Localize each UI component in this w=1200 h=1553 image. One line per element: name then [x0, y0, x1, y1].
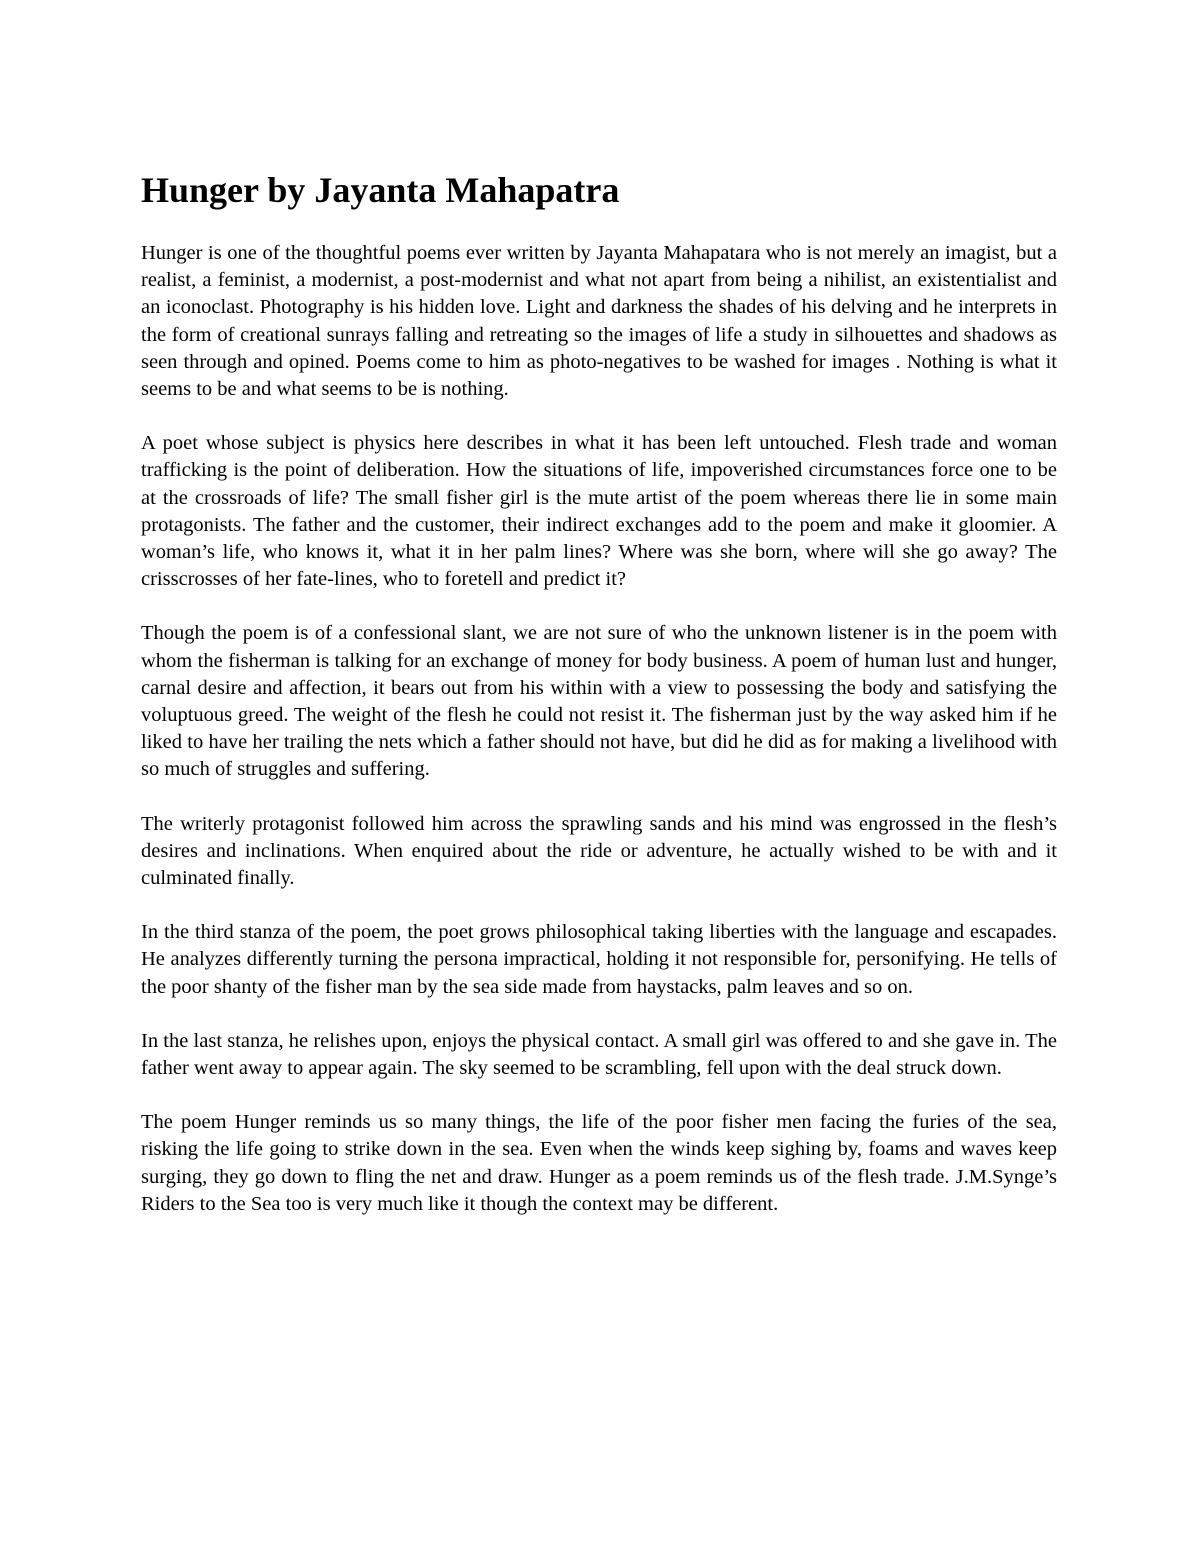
paragraph-6: In the last stanza, he relishes upon, enjoys the physical contact. A small girl was offered to and she gave in. The father went away to appear again. The sky seemed to be scrambling, fell upon with the deal struck down. — [141, 1029, 1057, 1080]
paragraph-7: The poem Hunger reminds us so many things, the life of the poor fisher men facing the furies of the sea, risking the life going to strike down in the sea. Even when the winds keep sighing by, foams and waves keep surging, they go down to fling the net and draw. Hunger as a poem reminds us of the flesh trade. J.M.Synge’s Riders to the Sea too is very much like it though the context may be different. — [141, 1111, 1057, 1215]
paragraph-3: Though the poem is of a confessional slant, we are not sure of who the unknown listener is in the poem with whom the fisherman is talking for an exchange of money for body business. A poem of human lust and hunger, carnal desire and affection, it bears out from his within with a view to possessing the body and satisfying the voluptuous greed. The weight of the flesh he could not resist it. The fisherman just by the way asked him if he liked to have her trailing the nets which a father should not have, but did he did as for making a livelihood with so much of struggles and suffering. — [141, 622, 1057, 781]
paragraph-4: The writerly protagonist followed him across the sprawling sands and his mind was engrossed in the flesh’s desires and inclinations. When enquired about the ride or adventure, he actually wished to be with and it culminated finally. — [141, 812, 1057, 890]
document-page — [141, 166, 1057, 1245]
document-title: Hunger by Jayanta Mahapatra — [141, 170, 620, 210]
paragraph-5: In the third stanza of the poem, the poet grows philosophical taking liberties with the language and escapades. He analyzes differently turning the persona impractical, holding it not responsible for, personifying. He tells of the poor shanty of the fisher man by the sea side made from haystacks, palm leaves and so on. — [141, 921, 1057, 998]
paragraph-1: Hunger is one of the thoughtful poems ever written by Jayanta Mahapatara who is not merely an imagist, but a realist, a feminist, a modernist, a post-modernist and what not apart from being a nihilist, an existentialist and an iconoclast. Photography is his hidden love. Light and darkness the shades of his delving and he interprets in the form of creational sunrays falling and retreating so the images of life a study in silhouettes and shadows as seen through and opined. Poems come to him as photo-negatives to be washed for images . Nothing is what it seems to be and what seems to be is nothing. — [141, 242, 1057, 401]
paragraph-2: A poet whose subject is physics here describes in what it has been left untouched. Flesh trade and woman trafficking is the point of deliberation. How the situations of life, impoverished circumstances force one to be at the crossroads of life? The small fisher girl is the mute artist of the poem whereas there lie in some main protagonists. The father and the customer, their indirect exchanges add to the poem and make it gloomier. A woman’s life, who knows it, what it in her palm lines? Where was she born, where will she go away? The crisscrosses of her fate-lines, who to foretell and predict it? — [141, 432, 1057, 591]
